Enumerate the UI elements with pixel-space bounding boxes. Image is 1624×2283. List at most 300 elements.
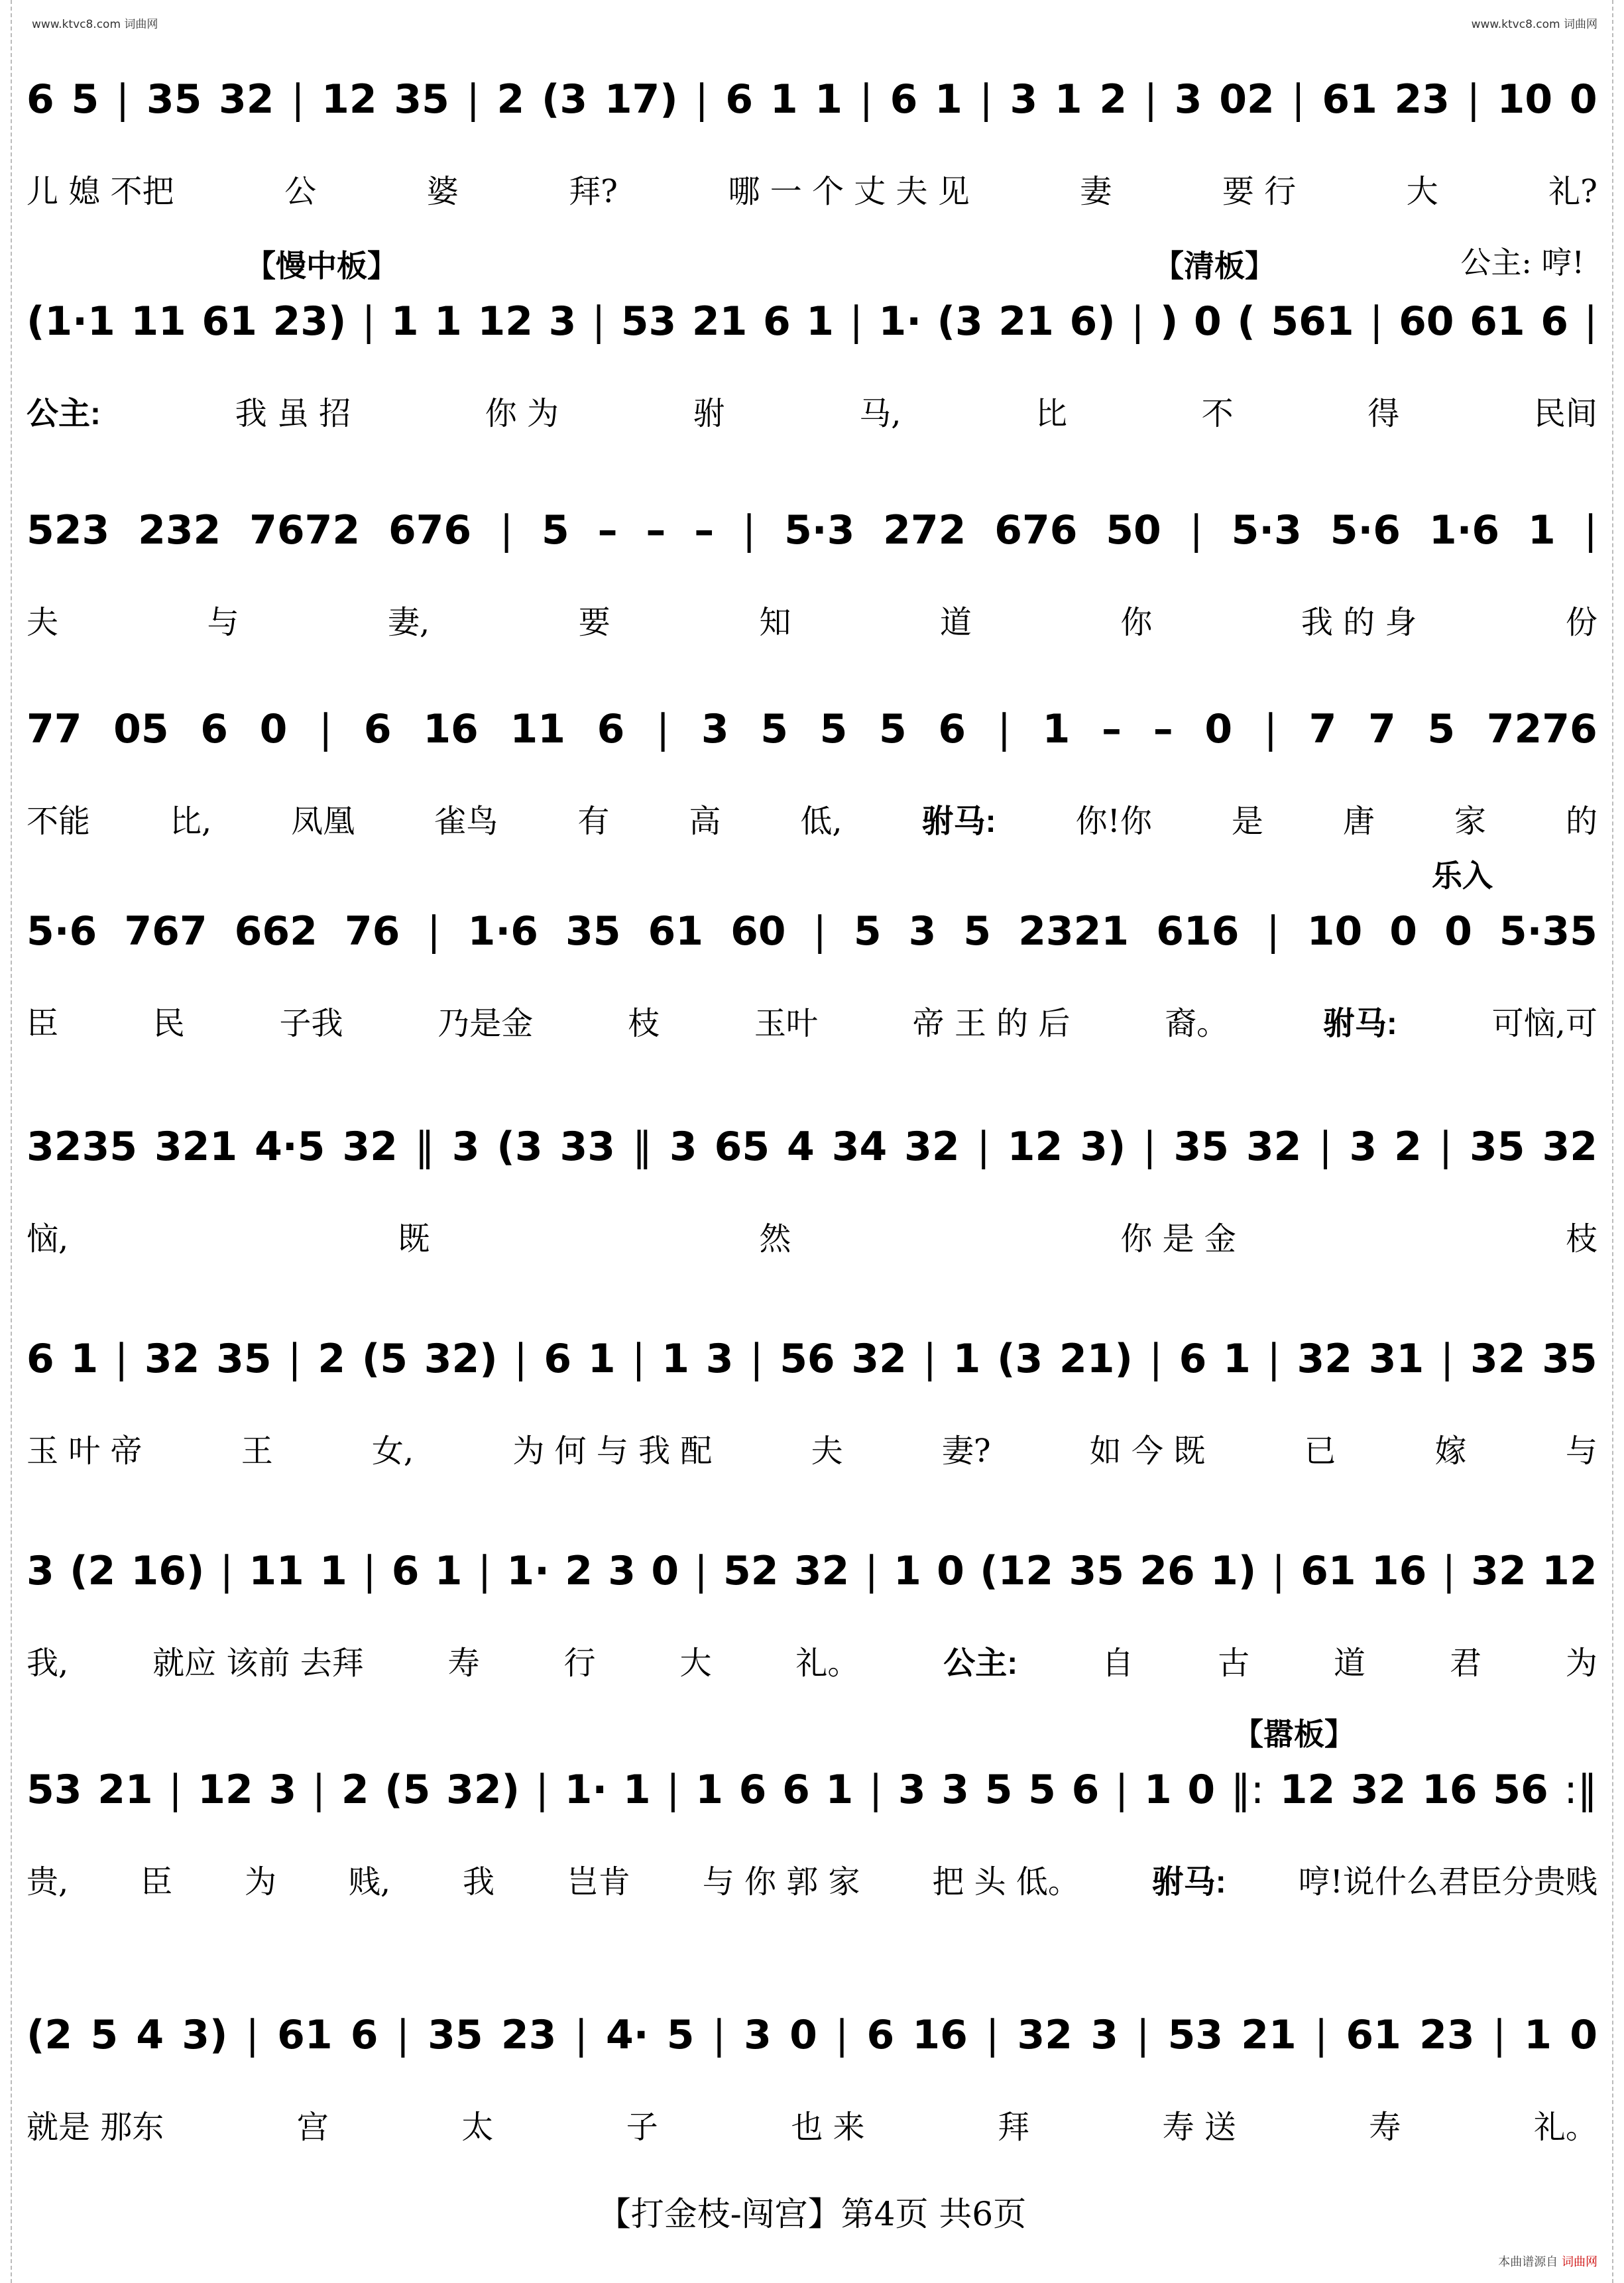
note-group: 5	[984, 1767, 1013, 1813]
lyric-text: 我,	[27, 1645, 69, 1682]
notation-row	[27, 1767, 1597, 1813]
lyric-text: 裔。	[1165, 1005, 1229, 1042]
note-group: 0	[259, 706, 288, 752]
lyric-text: 君	[1449, 1645, 1481, 1682]
note-group: 6	[762, 298, 791, 345]
bar-line: |	[1492, 2012, 1507, 2058]
note-group: 35	[146, 76, 202, 123]
note-group: 11	[131, 298, 186, 345]
bar-line: |	[168, 1767, 182, 1813]
note-group: 6	[1071, 1767, 1100, 1813]
lyric-text: 妻	[1080, 173, 1112, 210]
bar-line: |	[319, 706, 333, 752]
bar-line: |	[868, 1767, 883, 1813]
note-group: 3235	[27, 1124, 137, 1170]
tempo-marking: 【清板】	[1153, 249, 1275, 283]
note-group: 6	[544, 1336, 572, 1382]
note-group: 33	[559, 1124, 616, 1170]
lyrics-row	[27, 2101, 1597, 2147]
bar-line: |	[1440, 1336, 1454, 1382]
note-group: 21	[1241, 2012, 1297, 2058]
lyric-text: 婆	[426, 173, 459, 210]
bar-line: |	[1143, 1124, 1157, 1170]
lyric-text: 与 你 郭 家	[702, 1863, 860, 1901]
note-group: 3	[669, 1124, 697, 1170]
lyric-text: 妻?	[941, 1433, 991, 1470]
bar-line: |	[535, 1767, 549, 1813]
note-group: 6)	[1069, 298, 1116, 345]
note-group: 5	[542, 507, 569, 554]
note-group: 35	[394, 76, 449, 123]
note-group: 4	[787, 1124, 815, 1170]
note-group: 32	[1017, 2012, 1073, 2058]
bar-line: |	[115, 76, 130, 123]
lyric-text: 驸	[693, 395, 725, 432]
lyric-text: 为	[245, 1863, 277, 1901]
note-group: 1	[662, 1336, 690, 1382]
note-group: 3	[744, 2012, 772, 2058]
lyric-text: 臣	[141, 1863, 173, 1901]
note-group: 5·6	[1330, 507, 1401, 554]
note-group: 56	[1493, 1767, 1548, 1813]
lyric-text: 可恼,可	[1491, 1005, 1597, 1042]
note-group: 6	[738, 1767, 767, 1813]
lyrics-row	[27, 597, 1597, 642]
note-group: 10	[1306, 908, 1363, 955]
note-group: 3)	[182, 2012, 228, 2058]
note-group: 32)	[424, 1336, 498, 1382]
note-group: 1	[1527, 507, 1556, 554]
note-group: 32	[1350, 1767, 1407, 1813]
note-group: 0	[1570, 2012, 1597, 2058]
bar-line: |	[1115, 1767, 1129, 1813]
note-group: 16)	[131, 1548, 205, 1594]
lyric-text: 就应 该前 去拜	[152, 1645, 364, 1682]
bar-line: |	[1271, 1548, 1285, 1594]
note-group: 32	[851, 1336, 907, 1382]
note-group: 12	[1279, 1767, 1336, 1813]
note-group: 232	[138, 507, 221, 554]
note-group: 6	[1179, 1336, 1207, 1382]
lyric-text: 马,	[859, 395, 901, 432]
bar-line: |	[695, 76, 709, 123]
note-group: 3	[941, 1767, 970, 1813]
note-group: 35	[1470, 1124, 1525, 1170]
note-group: 53	[27, 1767, 82, 1813]
bar-line: |	[514, 1336, 528, 1382]
note-group: 0	[1187, 1767, 1216, 1813]
lyric-text: 臣	[27, 1005, 59, 1042]
bar-line: |	[1442, 1548, 1456, 1594]
lyric-text: 贱,	[348, 1863, 391, 1901]
note-group: 35	[216, 1336, 272, 1382]
speaker-label: 驸马:	[1322, 1006, 1397, 1041]
note-group: 32	[342, 1124, 398, 1170]
note-group: 3	[705, 1336, 734, 1382]
note-group: 76	[344, 908, 400, 955]
bar-line: |	[1314, 2012, 1328, 2058]
note-group: 662	[234, 908, 318, 955]
note-group: 6	[866, 2012, 895, 2058]
bar-line: |	[859, 76, 873, 123]
bar-line: |	[1267, 1336, 1281, 1382]
note-group: 6	[363, 706, 392, 752]
lyric-text: 唐	[1342, 803, 1375, 840]
lyric-text: 家	[1454, 803, 1486, 840]
lyric-text: 寿 送	[1162, 2109, 1236, 2146]
note-group: 1	[1042, 706, 1071, 752]
bar-line: |	[666, 1767, 680, 1813]
note-group: 5	[819, 706, 848, 752]
note-group: 16	[1422, 1767, 1478, 1813]
note-group: 7	[1367, 706, 1396, 752]
note-group: 7672	[249, 507, 361, 554]
note-group: 1	[390, 298, 419, 345]
note-group: 12	[1007, 1124, 1063, 1170]
bar-line: |	[835, 2012, 849, 2058]
bar-line: :‖	[1564, 1767, 1597, 1813]
note-group: 6	[200, 706, 229, 752]
lyric-text: 道	[1334, 1645, 1366, 1682]
note-group: 4·	[605, 2012, 649, 2058]
bar-line: |	[632, 1336, 646, 1382]
note-group: 0	[1194, 298, 1222, 345]
lyrics-row	[27, 1637, 1597, 1683]
note-group: 21	[691, 298, 748, 345]
note-group: 5	[853, 908, 882, 955]
lyric-text: 份	[1565, 604, 1597, 641]
note-group: 5	[963, 908, 992, 955]
notation-row	[27, 706, 1597, 752]
bar-line: |	[574, 2012, 588, 2058]
note-group: 61	[1301, 1548, 1356, 1594]
lyric-text: 我	[463, 1863, 495, 1901]
speaker-label: 公主:	[27, 396, 101, 432]
lyric-text: 知	[759, 604, 791, 641]
note-group: 1	[434, 1548, 463, 1594]
lyric-text: 大	[1406, 173, 1438, 210]
bar-line: |	[288, 1336, 302, 1382]
lyric-text: 你 是 金	[1120, 1220, 1236, 1258]
note-group: 2	[1099, 76, 1128, 123]
note-group: 21	[97, 1767, 153, 1813]
lyric-text: 拜?	[569, 173, 618, 210]
bar-line: |	[923, 1336, 937, 1382]
lyric-text: 不	[1201, 395, 1234, 432]
note-group: 0	[1569, 76, 1597, 123]
note-group: 65	[714, 1124, 770, 1170]
lyric-text: 哪 一 个 丈 夫 见	[728, 173, 970, 210]
note-group: 4	[136, 2012, 164, 2058]
bar-line: |	[997, 706, 1012, 752]
note-group: 6	[27, 76, 54, 123]
note-group: 7276	[1486, 706, 1597, 752]
note-group: 1·	[878, 298, 921, 345]
note-group: 23	[500, 2012, 557, 2058]
note-group: 6	[725, 76, 754, 123]
note-group: 16	[912, 2012, 968, 2058]
note-group: 3	[27, 1548, 54, 1594]
note-group: (3	[937, 298, 983, 345]
note-group: 61	[1470, 298, 1525, 345]
note-group: (2	[27, 2012, 73, 2058]
note-group: 3	[548, 298, 577, 345]
speaker-label: 驸马:	[921, 804, 996, 839]
note-group: 3	[451, 1124, 480, 1170]
bar-line: |	[986, 2012, 1000, 2058]
note-group: 12	[477, 298, 534, 345]
lyric-text: 低,	[800, 803, 842, 840]
note-group: 11	[249, 1548, 304, 1594]
lyric-text: 不能	[27, 803, 91, 840]
note-group: 2321	[1018, 908, 1130, 955]
note-group: 35	[1542, 1336, 1597, 1382]
note-group: 34	[831, 1124, 888, 1170]
note-group: 1·6	[1428, 507, 1500, 554]
note-group: 5	[1427, 706, 1456, 752]
lyric-text: 得	[1367, 395, 1400, 432]
bar-line: |	[1438, 1124, 1453, 1170]
note-group: 17)	[604, 76, 678, 123]
lyric-text: 礼?	[1548, 173, 1597, 210]
note-group: 2	[318, 1336, 346, 1382]
note-group: 3	[908, 908, 937, 955]
lyric-text: 要	[578, 604, 610, 641]
note-group: 10	[1497, 76, 1553, 123]
note-group: 2	[496, 76, 525, 123]
lyric-text: 既	[398, 1220, 430, 1258]
notation-row	[27, 1548, 1597, 1594]
note-group: 61	[1346, 2012, 1401, 2058]
right-margin-rule	[1612, 0, 1624, 2283]
note-group: 61	[277, 2012, 333, 2058]
note-group: 32	[1297, 1336, 1353, 1382]
notation-row	[27, 1336, 1597, 1382]
note-group: 12	[198, 1767, 253, 1813]
note-group: (3	[541, 76, 588, 123]
note-group: 61	[648, 908, 704, 955]
note-group: 1	[1223, 1336, 1251, 1382]
note-group: 0	[937, 1548, 964, 1594]
bar-line: |	[1266, 908, 1280, 955]
note-group: 676	[388, 507, 472, 554]
lyric-text: 太	[461, 2109, 494, 2146]
lyrics-row	[27, 166, 1597, 211]
note-group: 32)	[446, 1767, 520, 1813]
lyric-text: 已	[1304, 1433, 1336, 1470]
note-group: 53	[1167, 2012, 1224, 2058]
header-site-left: www.ktvc8.com 词曲网	[32, 18, 158, 31]
bar-line: |	[427, 908, 441, 955]
note-group: (5	[361, 1336, 408, 1382]
lyric-text: 贵,	[27, 1863, 69, 1901]
note-group: 3	[898, 1767, 926, 1813]
lyric-text: 寿	[447, 1645, 480, 1682]
note-group: 1	[953, 1336, 981, 1382]
note-group: 5	[666, 2012, 695, 2058]
note-group: 61	[1322, 76, 1377, 123]
note-group: 32	[793, 1548, 850, 1594]
lyric-text: 把 头 低。	[932, 1863, 1080, 1901]
note-group: 5	[1028, 1767, 1056, 1813]
bar-line: |	[363, 1548, 377, 1594]
bar-line: |	[813, 908, 827, 955]
note-group: 05	[113, 706, 169, 752]
spoken-interjection: 公主: 哼!	[1460, 245, 1584, 280]
lyric-text: 就是 那东	[27, 2109, 164, 2146]
lyric-text: 高	[689, 803, 721, 840]
lyric-text: 岂肯	[566, 1863, 630, 1901]
bar-line: |	[362, 298, 376, 345]
lyric-text: 民	[152, 1005, 185, 1042]
lyric-text: 寿	[1369, 2109, 1401, 2146]
lyrics-row	[27, 1213, 1597, 1259]
note-group: 1	[1143, 1767, 1172, 1813]
note-group: 50	[1106, 507, 1161, 554]
note-group: 3	[268, 1767, 297, 1813]
note-group: 3	[701, 706, 729, 752]
note-group: 1	[587, 1336, 616, 1382]
note-group: 6	[782, 1767, 810, 1813]
lyric-text: 为	[1565, 1645, 1597, 1682]
note-group: 1	[622, 1767, 651, 1813]
bar-line: |	[396, 2012, 410, 2058]
lyric-text: 枝	[628, 1005, 660, 1042]
note-group: 32	[1542, 1124, 1597, 1170]
lyric-text: 子	[626, 2109, 658, 2146]
lyric-text: 夫	[811, 1433, 843, 1470]
note-group: 23	[1394, 76, 1450, 123]
note-group: (3	[496, 1124, 543, 1170]
bar-line: ‖	[632, 1124, 652, 1170]
note-group: 1·	[506, 1548, 550, 1594]
bar-line: |	[1136, 2012, 1150, 2058]
bar-line: |	[1131, 298, 1145, 345]
lyrics-row	[27, 1856, 1597, 1902]
lyric-text: 乃是金	[437, 1005, 534, 1042]
notation-row	[27, 908, 1597, 955]
note-group: 767	[124, 908, 207, 955]
note-group: 23	[1419, 2012, 1475, 2058]
note-group: (2	[70, 1548, 116, 1594]
note-group: 5·6	[27, 908, 97, 955]
lyrics-row	[27, 795, 1597, 841]
lyric-text: 玉 叶 帝	[27, 1433, 143, 1470]
bar-line: |	[1466, 76, 1480, 123]
lyric-text: 凤凰	[291, 803, 355, 840]
bar-line: |	[1189, 507, 1203, 554]
note-group: 3	[1010, 76, 1038, 123]
lyric-text: 行	[563, 1645, 596, 1682]
note-group: 1)	[1210, 1548, 1257, 1594]
bar-line: |	[1149, 1336, 1163, 1382]
note-group: 1	[319, 1548, 347, 1594]
lyric-text: 宫	[296, 2109, 329, 2146]
lyric-text: 你	[1120, 604, 1153, 641]
notation-row	[27, 298, 1597, 345]
note-group: 5	[760, 706, 788, 752]
note-group: 35	[428, 2012, 483, 2058]
note-group: 2	[341, 1767, 369, 1813]
bar-line: |	[114, 1336, 129, 1382]
lyrics-row	[27, 1425, 1597, 1471]
lyric-text: 有	[577, 803, 610, 840]
tempo-marking: 乐入	[1432, 858, 1493, 893]
note-group: 3	[1349, 1124, 1377, 1170]
lyric-text: 礼。	[795, 1645, 860, 1682]
note-group: 1	[1524, 2012, 1552, 2058]
note-group: (12	[980, 1548, 1054, 1594]
bar-line: |	[1584, 298, 1597, 345]
bar-line: ‖:	[1230, 1767, 1265, 1813]
note-group: 21)	[1059, 1336, 1133, 1382]
lyric-text: 也 来	[791, 2109, 865, 2146]
note-group: 12	[1542, 1548, 1597, 1594]
note-group: 5	[71, 76, 99, 123]
note-group: 6	[1540, 298, 1568, 345]
note-group: 1	[770, 76, 798, 123]
bar-line: |	[712, 2012, 726, 2058]
lyric-text: 玉叶	[754, 1005, 818, 1042]
source-watermark: 本曲谱源自 词曲网	[1498, 2255, 1597, 2269]
note-group: 1	[894, 1548, 921, 1594]
lyric-text: 的	[1565, 803, 1597, 840]
bar-line: ‖	[414, 1124, 435, 1170]
notation-row	[27, 507, 1597, 554]
bar-line: |	[864, 1548, 878, 1594]
note-group: 21	[998, 298, 1054, 345]
note-group: 2	[565, 1548, 593, 1594]
note-group: 1·	[564, 1767, 608, 1813]
note-group: 0	[1204, 706, 1233, 752]
lyric-text: 礼。	[1533, 2109, 1597, 2146]
note-group: 60	[1399, 298, 1454, 345]
left-margin-rule	[0, 0, 12, 2283]
bar-line: |	[750, 1336, 764, 1382]
note-group: 3	[1174, 76, 1202, 123]
note-group: 0	[1389, 908, 1418, 955]
note-group: 35	[1173, 1124, 1229, 1170]
note-group: 31	[1368, 1336, 1424, 1382]
note-group: 1	[70, 1336, 99, 1382]
note-group: 676	[994, 507, 1078, 554]
bar-line: |	[1143, 76, 1158, 123]
lyrics-row	[27, 388, 1597, 434]
lyric-text: 为 何 与 我 配	[512, 1433, 713, 1470]
bar-line: |	[245, 2012, 259, 2058]
note-group: 3	[1090, 2012, 1118, 2058]
lyric-text: 道	[939, 604, 972, 641]
bar-line: |	[849, 298, 863, 345]
note-group: 1	[935, 76, 962, 123]
note-group: –	[1102, 706, 1122, 752]
note-group: 5·3	[784, 507, 855, 554]
note-group: 321	[154, 1124, 238, 1170]
bar-line: |	[1369, 298, 1383, 345]
lyric-text: 你!你	[1075, 803, 1152, 840]
note-group: 1	[695, 1767, 723, 1813]
note-group: 2	[1394, 1124, 1422, 1170]
note-group: –	[597, 507, 618, 554]
lyric-text: 子我	[279, 1005, 343, 1042]
note-group: (1·1	[27, 298, 115, 345]
note-group: 61	[202, 298, 257, 345]
notation-row	[27, 2012, 1597, 2058]
lyric-text: 枝	[1565, 1220, 1597, 1258]
bar-line: |	[219, 1548, 233, 1594]
note-group: 6	[890, 76, 918, 123]
lyric-text: 我 虽 招	[235, 395, 351, 432]
